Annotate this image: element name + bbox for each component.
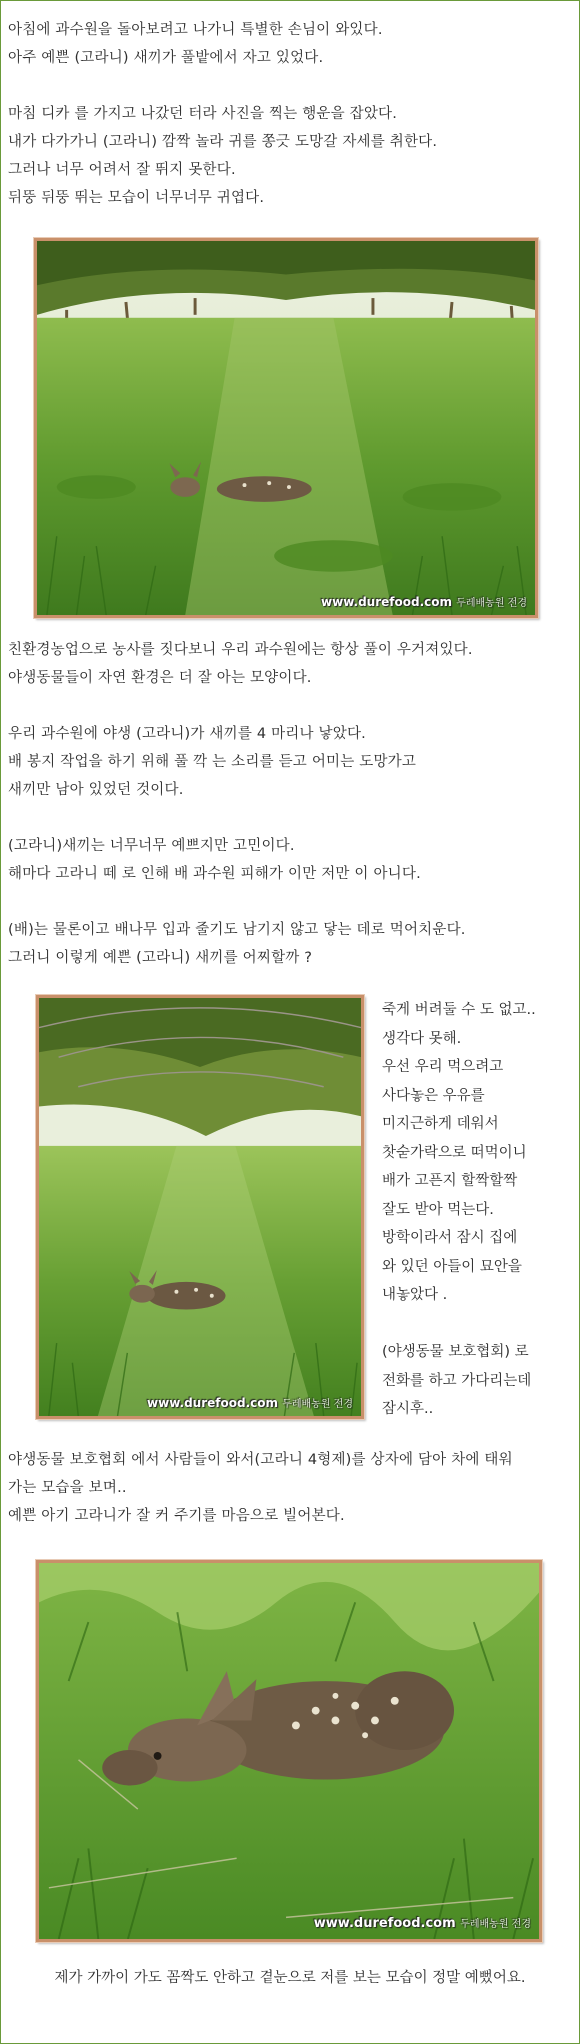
watermark-tag: 두레배농원 전경 [460, 1919, 531, 1930]
watermark-site: www.durefood.com [313, 1916, 456, 1931]
text-line: 잠시후.. [382, 1401, 434, 1417]
watermark [321, 594, 527, 609]
text-line: 내가 다가가니 (고라니) 깜짝 놀라 귀를 쫑긋 도망갈 자세를 취한다. [8, 134, 438, 150]
text-line: 사다놓은 우유를 [382, 1087, 485, 1104]
text-line [8, 888, 574, 916]
after-text [8, 1446, 574, 1530]
photo-fawn-orchard-2 [36, 995, 364, 1419]
text-line [8, 72, 574, 100]
text-line: 우리 과수원에 야생 (고라니)가 새끼를 4 마리나 낳았다. [8, 726, 366, 742]
text-line: 새끼만 남아 있었던 것이다. [8, 782, 184, 798]
text-line: 해마다 고라니 떼 로 인해 배 과수원 피해가 이만 저만 이 아니다. [8, 866, 421, 882]
text-line: 배가 고픈지 할짝할짝 [382, 1173, 518, 1189]
photo-orchard-fawn-image [37, 241, 535, 615]
text-line: 야생동물들이 자연 환경은 더 잘 아는 모양이다. [8, 670, 312, 686]
text-line: 와 있던 아들이 묘안을 [382, 1258, 522, 1275]
text-line: 전화를 하고 가다리는데 [382, 1372, 532, 1389]
text-line: 미지근하게 데워서 [382, 1116, 499, 1132]
photo-fawn-orchard-2-image [39, 998, 361, 1416]
text-line: 아주 예쁜 (고라니) 새끼가 풀밭에서 자고 있었다. [8, 50, 324, 66]
text-line [8, 804, 574, 832]
watermark-tag: 두레배농원 전경 [456, 598, 527, 609]
text-line: 죽게 버려둘 수 도 없고.. [382, 1002, 536, 1018]
text-line: 예쁜 아기 고라니가 잘 커 주기를 마음으로 빌어본다. [8, 1508, 345, 1524]
watermark-tag: 두레배농원 전경 [282, 1399, 353, 1410]
watermark-site: www.durefood.com [321, 595, 452, 609]
text-line: 친환경농업으로 농사를 짓다보니 우리 과수원에는 항상 풀이 우거져있다. [8, 642, 473, 658]
text-line: 생각다 못해. [382, 1030, 462, 1047]
text-line: 내놓았다 . [382, 1287, 448, 1303]
text-line: 아침에 과수원을 돌아보려고 나가니 특별한 손님이 와있다. [8, 22, 383, 38]
side-text [382, 996, 578, 1424]
text-line: 잘도 받아 먹는다. [382, 1201, 494, 1218]
watermark [147, 1395, 353, 1410]
text-line [382, 1310, 578, 1339]
text-line: 그러나 너무 어려서 잘 뛰지 못한다. [8, 162, 236, 178]
photo-orchard-fawn [34, 238, 538, 618]
text-line: 우선 우리 먹으려고 [382, 1059, 504, 1075]
text-line: 마침 디카 를 가지고 나갔던 터라 사진을 찍는 행운을 잡았다. [8, 106, 398, 122]
watermark [314, 1915, 531, 1931]
text-line: 방학이라서 잠시 집에 [382, 1230, 518, 1246]
photo-fawn-closeup-image [39, 1563, 539, 1939]
text-line: 야생동물 보호협회 에서 사람들이 와서(고라니 4형제)를 상자에 담아 차에 태워 [8, 1452, 513, 1468]
watermark-site: www.durefood.com [147, 1396, 278, 1410]
intro-text [8, 16, 574, 212]
text-line: 뒤뚱 뒤뚱 뛰는 모습이 너무너무 귀엽다. [8, 190, 265, 206]
photo-caption: 제가 가까이 가도 꼼짝도 안하고 곁눈으로 저를 보는 모습이 정말 예뻤어요. [54, 1970, 526, 1986]
text-line: 가는 모습을 보며.. [8, 1480, 127, 1496]
text-line: (배)는 물론이고 배나무 입과 줄기도 남기지 않고 닿는 데로 먹어치운다. [8, 922, 466, 938]
text-line: (야생동물 보호협회) 로 [382, 1344, 529, 1360]
middle-text [8, 636, 574, 972]
text-line: (고라니)새끼는 너무너무 예쁘지만 고민이다. [8, 838, 295, 854]
text-line: 그러니 이렇게 예쁜 (고라니) 새끼를 어찌할까 ? [8, 950, 313, 966]
photo-fawn-closeup [36, 1560, 542, 1942]
text-line: 배 봉지 작업을 하기 위해 풀 깍 는 소리를 듣고 어미는 도망가고 [8, 754, 417, 770]
text-line [8, 692, 574, 720]
text-line: 찻숟가락으로 떠먹이니 [382, 1144, 527, 1161]
